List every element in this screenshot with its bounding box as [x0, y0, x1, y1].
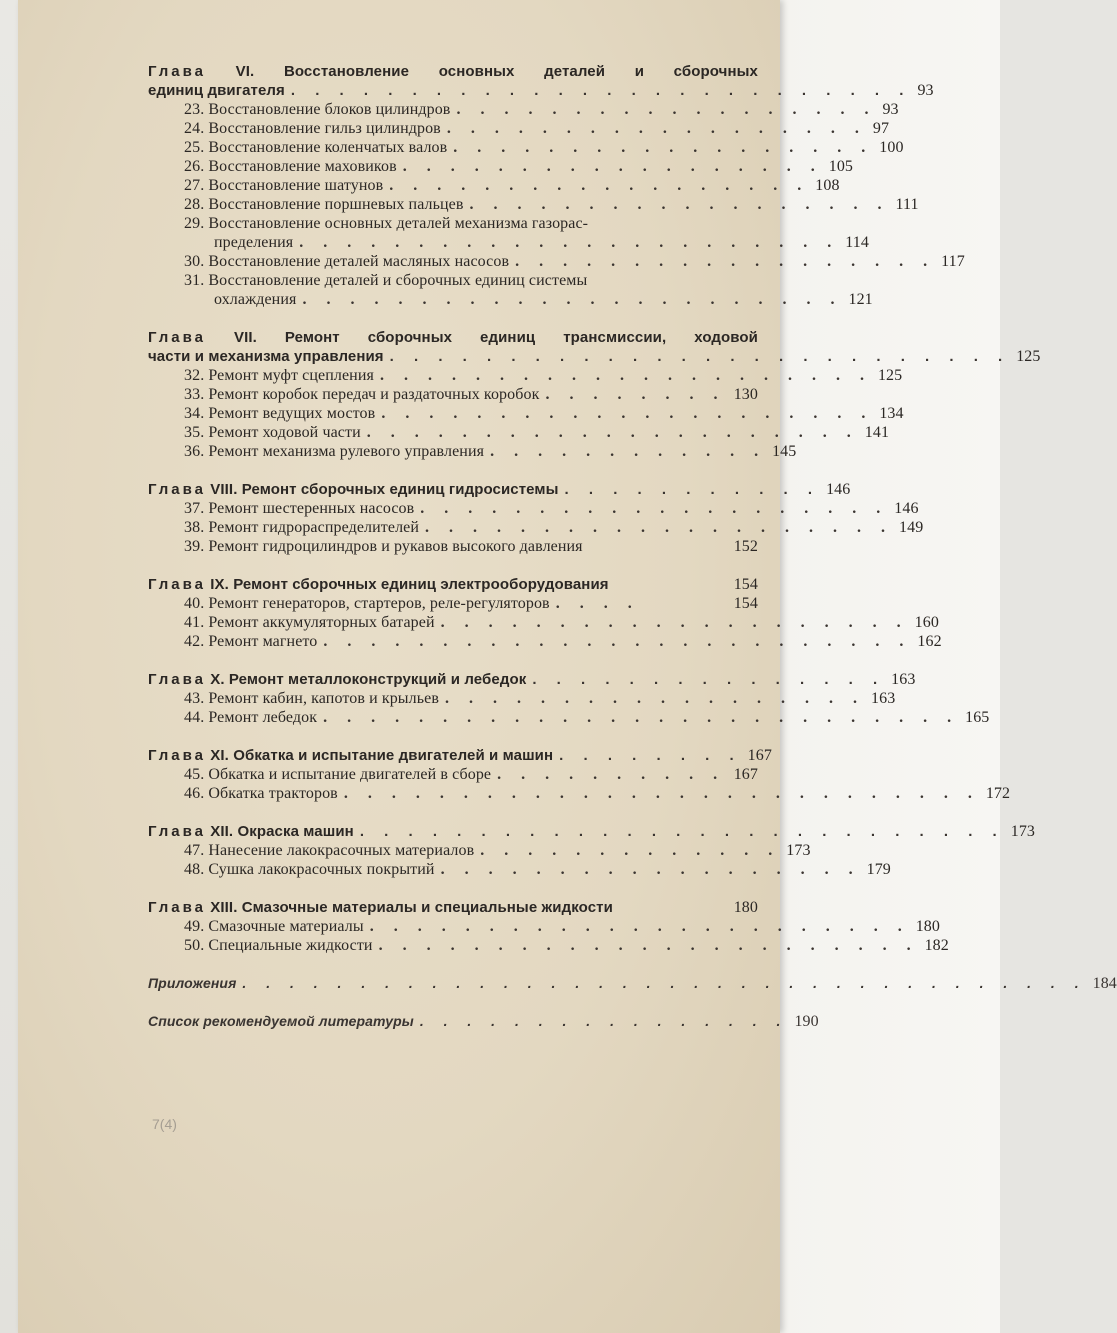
chapter-12 — [148, 822, 1036, 879]
page-number: 180 — [733, 899, 758, 916]
leader-dots: . . . . . . . . . . . . . . . — [532, 671, 886, 688]
section-list — [148, 765, 1011, 803]
page-number: 190 — [794, 1013, 819, 1030]
leader-dots: . . . . . . . . . . . . . . . . . . . . . . . . . . . . . . . . . . . . — [242, 975, 1087, 991]
section-list — [148, 366, 904, 461]
chapter-title-line2: единиц двигателя — [148, 82, 285, 99]
page-number: 167 — [747, 747, 772, 764]
section-list — [148, 689, 990, 727]
chapter-title-line1: XIII. Смазочные материалы и специальные жидкости — [210, 899, 613, 916]
leader-dots: . . . . . . . . . . . . . . . . . . . . . . . . . . — [290, 82, 912, 99]
section-list — [148, 917, 949, 955]
page-number: 173 — [1010, 823, 1036, 840]
page-number: 154 — [733, 576, 758, 593]
list-item: 26. Восстановление маховиков . . . . . . . . . . . . . . . . . . 105 — [184, 158, 854, 175]
chapter-label: Глава — [148, 671, 206, 688]
chapter-9 — [148, 575, 942, 651]
section-list — [148, 841, 891, 879]
chapter-label: Глава — [148, 747, 206, 764]
leader-dots: . . . . . . . . . . . . . . . . . . . . . . . . . . — [389, 348, 1011, 365]
bibliography-entry: Список рекомендуемой литературы . . . . . . . . . . . . . . . . 190 — [148, 1013, 819, 1030]
list-item: 38. Ремонт гидрораспределителей . . . . . . . . . . . . . . . . . . . . 149 — [184, 519, 924, 536]
chapter-label: Глава — [148, 63, 206, 80]
list-item: 31. Восстановление деталей и сборочных единиц системы охлаждения . . . . . . . . . . . . . . . . . . . . . . . 121 — [184, 272, 873, 308]
list-item: 45. Обкатка и испытание двигателей в сборе . . . . . . . . . . 167 — [184, 766, 758, 783]
section-list — [148, 499, 924, 556]
chapter-title-line1: X. Ремонт металлоконструкций и лебедок — [210, 671, 527, 688]
list-item: 36. Ремонт механизма рулевого управления . . . . . . . . . . . . 145 — [184, 443, 797, 460]
chapter-13 — [148, 898, 949, 955]
chapter-heading — [148, 480, 851, 499]
list-item: 41. Ремонт аккумуляторных батарей . . . . . . . . . . . . . . . . . . . . 160 — [184, 614, 939, 631]
list-item: 48. Сушка лакокрасочных покрытий . . . . . . . . . . . . . . . . . . 179 — [184, 861, 891, 878]
chapter-label: Глава — [148, 899, 206, 916]
chapter-heading — [148, 670, 916, 689]
chapter-label: Глава — [148, 329, 206, 346]
list-item: 49. Смазочные материалы . . . . . . . . . . . . . . . . . . . . . . . 180 — [184, 918, 941, 935]
chapter-title-line1: XI. Обкатка и испытание двигателей и машин — [210, 747, 554, 764]
chapter-11 — [148, 746, 1011, 803]
pencil-mark: 7(4) — [152, 1116, 177, 1132]
chapter-title-line1: XII. Окраска машин — [210, 823, 354, 840]
table-of-contents — [148, 62, 1117, 1031]
list-item: 34. Ремонт ведущих мостов . . . . . . . . . . . . . . . . . . . . . 134 — [184, 405, 904, 422]
page-number: 146 — [826, 481, 851, 498]
leader-dots: . . . . . . . . . . . — [564, 481, 821, 498]
list-item: 39. Ремонт гидроцилиндров и рукавов высокого давления 152 — [184, 538, 758, 555]
chapter-heading — [148, 898, 758, 917]
list-item: 47. Нанесение лакокрасочных материалов . . . . . . . . . . . . . 173 — [184, 842, 811, 859]
leader-dots: . . . . . . . . — [559, 747, 742, 764]
leader-dots: . . . . . . . . . . . . . . . . — [419, 1013, 789, 1029]
section-list — [148, 594, 942, 651]
page-number: 184 — [1092, 975, 1117, 992]
chapter-title-line2: части и механизма управления — [148, 348, 384, 365]
chapter-heading — [148, 822, 1036, 841]
chapter-7 — [148, 328, 1041, 461]
list-item: 24. Восстановление гильз цилиндров . . . . . . . . . . . . . . . . . . 97 — [184, 120, 890, 137]
chapter-heading — [148, 746, 772, 765]
list-item: 30. Восстановление деталей масляных насосов . . . . . . . . . . . . . . . . . . 117 — [184, 253, 965, 270]
page-number: 125 — [1016, 348, 1041, 365]
chapter-label: Глава — [148, 576, 206, 593]
book-page — [18, 0, 1117, 1333]
list-item: 29. Восстановление основных деталей механизма газорас- пределения . . . . . . . . . . . . . . . . . . . . . . . 114 — [184, 215, 869, 251]
list-item: 43. Ремонт кабин, капотов и крыльев . . . . . . . . . . . . . . . . . . 163 — [184, 690, 896, 707]
chapter-heading — [148, 328, 1041, 366]
chapter-6 — [148, 62, 965, 309]
chapter-label: Глава — [148, 481, 206, 498]
list-item: 35. Ремонт ходовой части . . . . . . . . . . . . . . . . . . . . . 141 — [184, 424, 890, 441]
list-item: 50. Специальные жидкости . . . . . . . . . . . . . . . . . . . . . . . 182 — [184, 937, 949, 954]
list-item: 27. Восстановление шатунов . . . . . . . . . . . . . . . . . . 108 — [184, 177, 840, 194]
list-item: 23. Восстановление блоков цилиндров . . . . . . . . . . . . . . . . . . 93 — [184, 101, 899, 118]
page-number: 163 — [891, 671, 916, 688]
list-item: 40. Ремонт генераторов, стартеров, реле-регуляторов . . . . 154 — [184, 595, 758, 612]
chapter-10 — [148, 670, 990, 727]
list-item: 37. Ремонт шестеренных насосов . . . . . . . . . . . . . . . . . . . . 146 — [184, 500, 919, 517]
list-item: 28. Восстановление поршневых пальцев . . . . . . . . . . . . . . . . . . 111 — [184, 196, 919, 213]
list-item: 33. Ремонт коробок передач и раздаточных коробок . . . . . . . . 130 — [184, 386, 758, 403]
leader-dots: . . . . . . . . . . . . . . . . . . . . . . . . . . . — [359, 823, 1005, 840]
list-item: 32. Ремонт муфт сцепления . . . . . . . . . . . . . . . . . . . . . 125 — [184, 367, 903, 384]
chapter-title-line1: VII. Ремонт сборочных единиц трансмиссии, ходовой — [233, 329, 758, 346]
chapter-8 — [148, 480, 924, 556]
chapter-title-line1: VI. Восстановление основных деталей и сборочных — [235, 63, 758, 80]
chapter-title-line1: IX. Ремонт сборочных единиц электрооборудования — [210, 576, 609, 593]
appendix-entry: Приложения . . . . . . . . . . . . . . . . . . . . . . . . . . . . . . . . . . . . 184 — [148, 975, 1117, 992]
list-item: 25. Восстановление коленчатых валов . . . . . . . . . . . . . . . . . . 100 — [184, 139, 904, 156]
list-item: 46. Обкатка тракторов . . . . . . . . . . . . . . . . . . . . . . . . . . . 172 — [184, 785, 1011, 802]
chapter-heading — [148, 62, 934, 100]
page-number: 93 — [917, 82, 934, 99]
chapter-title-line1: VIII. Ремонт сборочных единиц гидросистемы — [210, 481, 559, 498]
chapter-heading — [148, 575, 758, 594]
list-item: 44. Ремонт лебедок . . . . . . . . . . . . . . . . . . . . . . . . . . . 165 — [184, 709, 990, 726]
list-item: 42. Ремонт магнето . . . . . . . . . . . . . . . . . . . . . . . . . 162 — [184, 633, 942, 650]
section-list — [148, 100, 965, 309]
chapter-label: Глава — [148, 823, 206, 840]
